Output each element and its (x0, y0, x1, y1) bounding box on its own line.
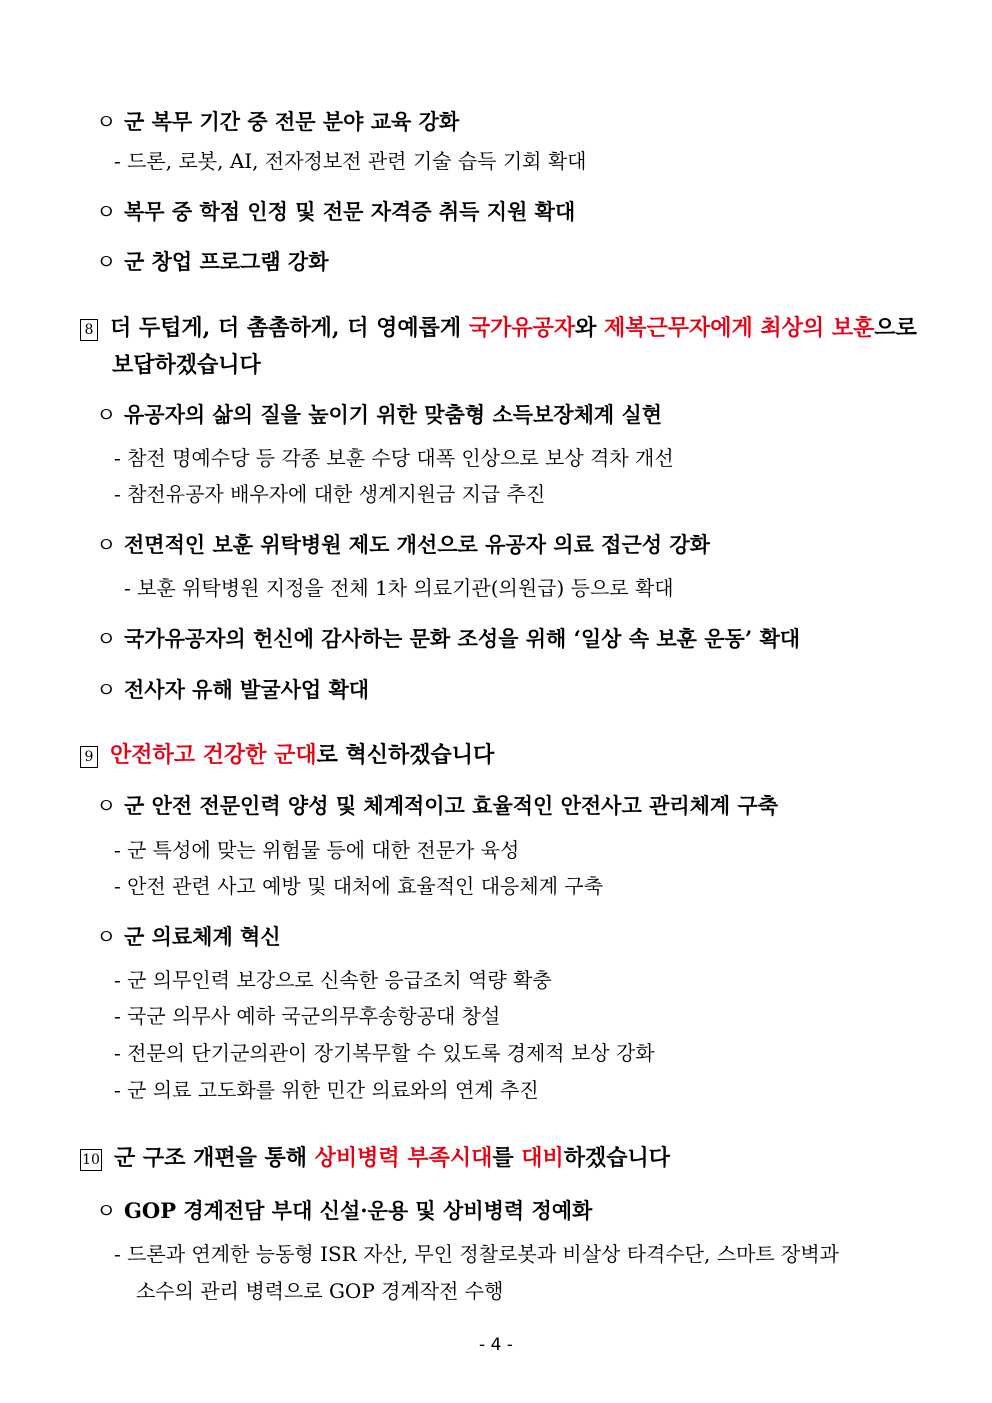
heading-highlight: 대비 (521, 1145, 564, 1171)
bullet-text: 전사자 유해 발굴사업 확대 (124, 677, 370, 702)
dash-item: - 드론과 연계한 능동형 ISR 자산, 무인 정찰로봇과 비살상 타격수단, 스마트 장벽과 (114, 1242, 839, 1266)
heading-text: 더 두텁게, 더 촘촘하게, 더 영예롭게 (110, 315, 469, 341)
circle-bullet: ㅇ (96, 403, 117, 427)
circle-bullet: ㅇ (96, 1199, 117, 1223)
bullet-text: 유공자의 삶의 질을 높이기 위한 맞춤형 소득보장체계 실현 (124, 402, 663, 427)
dash-item: - 전문의 단기군의관이 장기복무할 수 있도록 경제적 보상 강화 (114, 1041, 655, 1065)
section-heading (80, 738, 494, 769)
bullet-item (96, 529, 710, 559)
heading-text: 하겠습니다 (563, 1145, 671, 1171)
bullet-item (96, 1195, 592, 1225)
bullet-text: 군 의료체계 혁신 (124, 924, 281, 949)
bullet-text: 군 안전 전문인력 양성 및 체계적이고 효율적인 안전사고 관리체계 구축 (124, 793, 779, 818)
bullet-item (96, 399, 662, 429)
bullet-item (96, 674, 369, 704)
section-number: 10 (80, 1149, 102, 1171)
circle-bullet: ㅇ (96, 200, 117, 224)
heading-text: 를 (492, 1145, 522, 1171)
bullet-item (96, 623, 800, 653)
circle-bullet: ㅇ (96, 250, 117, 274)
circle-bullet: ㅇ (96, 925, 117, 949)
section-heading (80, 1141, 670, 1172)
circle-bullet: ㅇ (96, 627, 117, 651)
dash-item: - 군 의료 고도화를 위한 민간 의료와의 연계 추진 (114, 1078, 539, 1102)
bullet-item (96, 246, 329, 276)
page-number: - 4 - (479, 1335, 513, 1355)
dash-item: - 보훈 위탁병원 지정을 전체 1차 의료기관(의원급) 등으로 확대 (124, 576, 674, 600)
dash-item: - 안전 관련 사고 예방 및 대처에 효율적인 대응체계 구축 (114, 874, 604, 898)
dash-item: - 드론, 로봇, AI, 전자정보전 관련 기술 습득 기회 확대 (114, 149, 587, 173)
bullet-text: 국가유공자의 헌신에 감사하는 문화 조성을 위해 ‘일상 속 보훈 운동’ 확대 (124, 626, 801, 651)
section-heading-continuation: 보답하겠습니다 (112, 352, 261, 378)
circle-bullet: ㅇ (96, 678, 117, 702)
dash-item: - 참전유공자 배우자에 대한 생계지원금 지급 추진 (114, 482, 546, 506)
section-heading (80, 311, 917, 342)
bullet-text: 군 창업 프로그램 강화 (124, 249, 329, 274)
section-number: 9 (80, 746, 98, 768)
bullet-item (96, 196, 575, 226)
dash-item: - 군 특성에 맞는 위험물 등에 대한 전문가 육성 (114, 838, 520, 862)
heading-highlight: 상비병력 부족시대 (314, 1145, 493, 1171)
heading-highlight: 제복근무자에게 최상의 보훈 (604, 315, 875, 341)
heading-highlight: 안전하고 건강한 군대 (110, 742, 317, 768)
circle-bullet: ㅇ (96, 533, 117, 557)
heading-text: 으로 (874, 315, 917, 341)
bullet-text: 복무 중 학점 인정 및 전문 자격증 취득 지원 확대 (124, 199, 576, 224)
dash-item: - 참전 명예수당 등 각종 보훈 수당 대폭 인상으로 보상 격차 개선 (114, 446, 674, 470)
dash-item-continuation: 소수의 관리 병력으로 GOP 경계작전 수행 (136, 1279, 504, 1303)
circle-bullet: ㅇ (96, 110, 117, 134)
dash-item: - 국군 의무사 예하 국군의무후송항공대 창설 (114, 1004, 501, 1028)
bullet-text: 군 복무 기간 중 전문 분야 교육 강화 (124, 109, 460, 134)
heading-text: 와 (575, 315, 604, 341)
bullet-text: 전면적인 보훈 위탁병원 제도 개선으로 유공자 의료 접근성 강화 (124, 532, 710, 557)
heading-text: 군 구조 개편을 통해 (114, 1145, 315, 1171)
bullet-item (96, 921, 281, 951)
heading-highlight: 국가유공자 (468, 315, 576, 341)
bullet-item (96, 106, 459, 136)
bullet-text: GOP 경계전담 부대 신설·운용 및 상비병력 정예화 (124, 1198, 593, 1223)
section-number: 8 (80, 319, 98, 341)
dash-item: - 군 의무인력 보강으로 신속한 응급조치 역량 확충 (114, 968, 552, 992)
circle-bullet: ㅇ (96, 794, 117, 818)
bullet-item (96, 790, 778, 820)
heading-text: 로 혁신하겠습니다 (316, 742, 495, 768)
